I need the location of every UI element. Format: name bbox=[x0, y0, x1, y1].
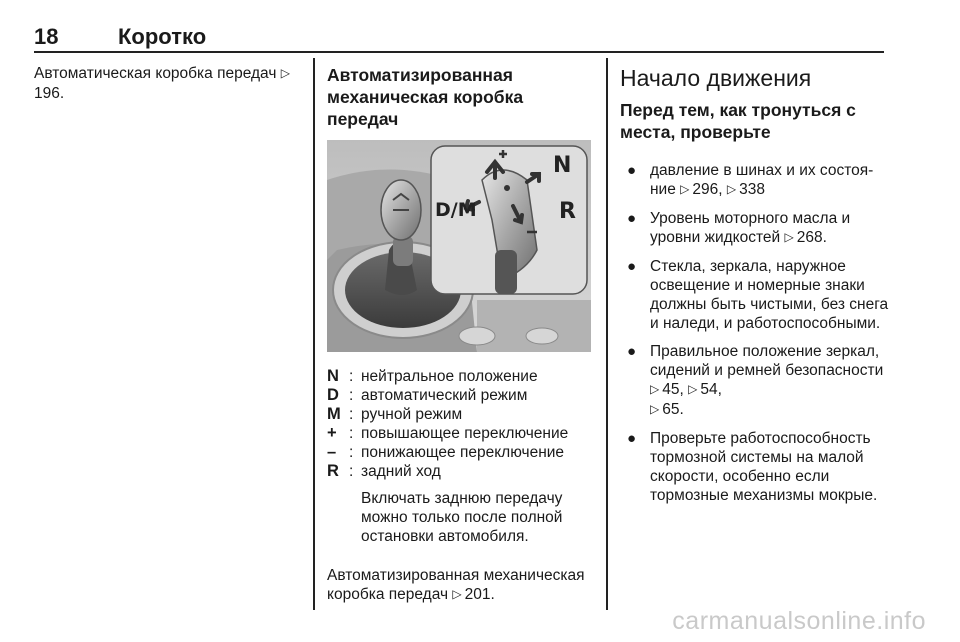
page-title: Коротко bbox=[118, 24, 207, 49]
reference-arrow-icon: ▷ bbox=[280, 66, 290, 80]
page-reference-link[interactable]: 54, bbox=[700, 381, 722, 398]
legend-symbol: R bbox=[327, 462, 339, 480]
list-item-text: Проверьте работоспособность тормозной системы на малой скорости, особенно если тормозные механизмы мокрые. bbox=[650, 430, 878, 504]
cross-reference-paragraph bbox=[327, 566, 595, 605]
section-subtitle: Перед тем, как тронуться с места, проверьте bbox=[620, 100, 856, 142]
reference-arrow-icon: ▷ bbox=[680, 182, 690, 196]
list-item-text: давление в шинах и их состояние bbox=[650, 162, 874, 198]
column-right bbox=[620, 64, 890, 514]
cross-reference-text: Автоматическая коробка передач bbox=[34, 65, 277, 82]
legend-row bbox=[327, 386, 597, 405]
list-item-text: Стекла, зеркала, наружное освещение и номерные знаки должны быть чистыми, без снега и наледи, и работоспособными. bbox=[650, 258, 889, 332]
legend-colon: : bbox=[349, 368, 354, 385]
legend-description: задний ход bbox=[361, 463, 441, 480]
legend-row bbox=[327, 462, 597, 481]
legend-row bbox=[327, 367, 597, 386]
reference-arrow-icon: ▷ bbox=[784, 230, 794, 244]
reference-arrow-icon: ▷ bbox=[726, 182, 737, 196]
list-item bbox=[620, 161, 890, 200]
section-heading-line: Автоматизированная bbox=[327, 65, 513, 85]
cross-reference-text: Автоматизированная механическая коробка передач bbox=[327, 567, 585, 603]
page-reference-link[interactable]: 196. bbox=[34, 85, 65, 102]
page-reference-link[interactable]: 45, bbox=[662, 381, 684, 398]
legend-symbol: + bbox=[327, 424, 337, 442]
page-reference-link[interactable]: 65. bbox=[662, 401, 684, 418]
bullet-icon: ● bbox=[627, 430, 637, 447]
section-heading-line: механическая коробка передач bbox=[327, 87, 524, 129]
illustration-label-n: N bbox=[553, 153, 572, 178]
legend-note: Включать заднюю передачу можно только после полной остановки автомобиля. bbox=[361, 490, 563, 545]
legend-colon: : bbox=[349, 425, 354, 442]
legend-row bbox=[327, 443, 597, 462]
reference-arrow-icon: ▷ bbox=[650, 402, 660, 416]
column-divider-right bbox=[606, 58, 608, 610]
list-item-text: Правильное положение зеркал, сидений и ремней безопасности bbox=[650, 343, 884, 379]
list-item bbox=[620, 429, 890, 505]
legend-symbol: D bbox=[327, 386, 339, 404]
legend-symbol: M bbox=[327, 405, 341, 423]
bullet-icon: ● bbox=[627, 210, 637, 227]
watermark: carmanualsonline.info bbox=[672, 607, 926, 635]
bullet-icon: ● bbox=[627, 343, 637, 360]
list-item bbox=[620, 209, 890, 248]
page-reference-link[interactable]: 201. bbox=[464, 586, 495, 603]
legend-description: нейтральное положение bbox=[361, 368, 538, 385]
reference-arrow-icon: ▷ bbox=[650, 382, 660, 396]
gear-legend bbox=[327, 367, 597, 546]
page-reference-link[interactable]: 268. bbox=[796, 229, 827, 246]
legend-description: понижающее переключение bbox=[361, 444, 565, 461]
section-title: Начало движения bbox=[620, 65, 812, 91]
bullet-icon: ● bbox=[627, 258, 637, 275]
legend-row bbox=[327, 405, 597, 424]
legend-colon: : bbox=[349, 387, 354, 404]
page-reference-link[interactable]: 338 bbox=[739, 181, 765, 198]
bullet-icon: ● bbox=[627, 162, 637, 179]
legend-symbol: – bbox=[327, 443, 337, 461]
gear-selector-illustration bbox=[327, 140, 591, 352]
column-middle bbox=[327, 64, 595, 605]
section-heading bbox=[327, 64, 595, 130]
legend-colon: : bbox=[349, 406, 354, 423]
illustration-label-r: R bbox=[559, 199, 576, 224]
header-rule bbox=[34, 51, 884, 53]
legend-colon: : bbox=[349, 463, 354, 480]
list-item bbox=[620, 257, 890, 333]
list-item-text: Уровень моторного масла и уровни жидкостей bbox=[650, 210, 851, 246]
reference-arrow-icon: ▷ bbox=[452, 587, 462, 601]
legend-row bbox=[327, 424, 597, 443]
page-reference-link[interactable]: 296, bbox=[692, 181, 723, 198]
page-number: 18 bbox=[34, 24, 59, 49]
column-left bbox=[34, 64, 296, 103]
legend-description: повышающее переключение bbox=[361, 425, 569, 442]
column-divider-left bbox=[313, 58, 315, 610]
checklist bbox=[620, 161, 890, 505]
illustration-label-dm: D/M bbox=[435, 199, 477, 221]
list-item bbox=[620, 342, 890, 420]
legend-symbol: N bbox=[327, 367, 339, 385]
reference-arrow-icon: ▷ bbox=[688, 382, 698, 396]
legend-description: ручной режим bbox=[361, 406, 463, 423]
legend-description: автоматический режим bbox=[361, 387, 528, 404]
legend-colon: : bbox=[349, 444, 354, 461]
